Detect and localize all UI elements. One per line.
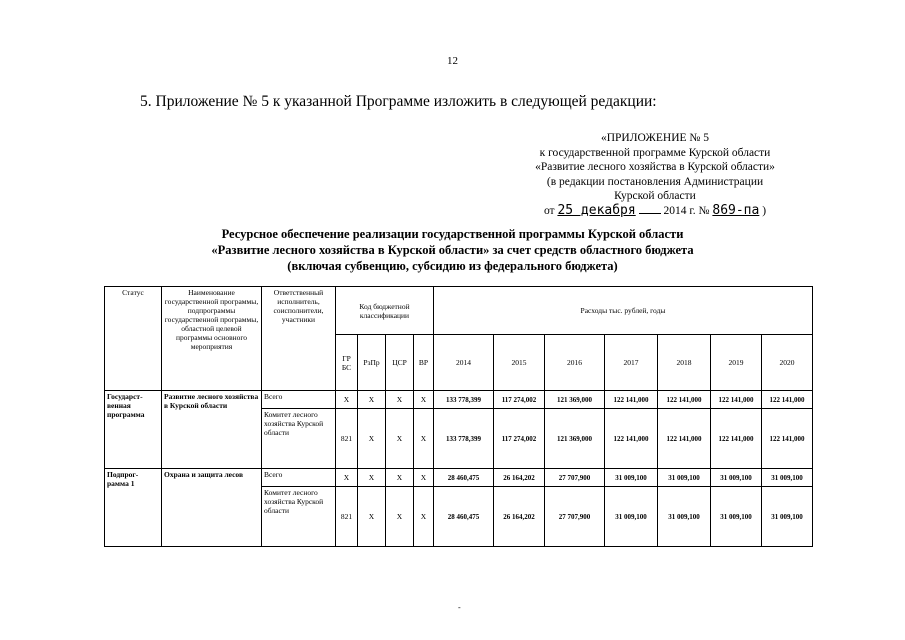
cell-csr: X — [386, 409, 414, 469]
cell-rzpr: X — [358, 487, 386, 547]
cell-2018: 122 141,000 — [658, 391, 711, 409]
cell-csr: X — [386, 391, 414, 409]
cell-2017: 31 009,100 — [605, 487, 658, 547]
cell-2017: 122 141,000 — [605, 391, 658, 409]
table-row — [105, 391, 813, 409]
blank-line — [639, 213, 661, 214]
header-2018: 2018 — [658, 335, 711, 391]
footer-mark: - — [458, 603, 461, 612]
cell-2015: 26 164,202 — [494, 487, 545, 547]
appendix-line-2: к государственной программе Курской области — [539, 146, 771, 159]
cell-2019: 31 009,100 — [711, 487, 762, 547]
appendix-header — [520, 131, 790, 218]
header-2014: 2014 — [434, 335, 494, 391]
cell-csr: X — [386, 487, 414, 547]
cell-grbs: 821 — [336, 487, 358, 547]
heading-line-3: (включая субвенцию, субсидию из федерального бюджета) — [287, 259, 618, 273]
row-executor: Всего — [262, 391, 336, 409]
cell-2014: 133 778,399 — [434, 391, 494, 409]
row-status: Государст-венная программа — [105, 391, 162, 469]
row-status: Подпрог-рамма 1 — [105, 469, 162, 547]
cell-2016: 27 707,900 — [545, 469, 605, 487]
row-executor: Всего — [262, 469, 336, 487]
appendix-date-line — [520, 204, 790, 219]
cell-2016: 121 369,000 — [545, 409, 605, 469]
cell-2017: 31 009,100 — [605, 469, 658, 487]
header-rzpr: РзПр — [358, 335, 386, 391]
table-heading — [140, 226, 765, 274]
cell-grbs: X — [336, 391, 358, 409]
number-label: № — [698, 204, 710, 217]
appendix-line-3: «Развитие лесного хозяйства в Курской области» — [535, 161, 775, 173]
cell-2017: 122 141,000 — [605, 409, 658, 469]
cell-2018: 31 009,100 — [658, 469, 711, 487]
header-grbs: ГР БС — [336, 335, 358, 391]
cell-grbs: 821 — [336, 409, 358, 469]
closing-paren: ) — [762, 204, 767, 217]
cell-2018: 31 009,100 — [658, 487, 711, 547]
cell-rzpr: X — [358, 409, 386, 469]
cell-2020: 122 141,000 — [762, 409, 813, 469]
cell-vr: X — [414, 391, 434, 409]
cell-vr: X — [414, 409, 434, 469]
cell-2015: 117 274,002 — [494, 391, 545, 409]
cell-2019: 31 009,100 — [711, 469, 762, 487]
appendix-line-1: «ПРИЛОЖЕНИЕ № 5 — [600, 132, 709, 144]
appendix-line-4: (в редакции постановления Администрации — [546, 175, 764, 188]
header-vr: ВР — [414, 335, 434, 391]
header-2019: 2019 — [711, 335, 762, 391]
header-status: Статус — [105, 287, 162, 391]
cell-2014: 28 460,475 — [434, 487, 494, 547]
intro-paragraph: 5. Приложение № 5 к указанной Программе изложить в следующей редакции: — [140, 93, 657, 110]
header-executor: Ответственный исполнитель, соисполнители, участники — [262, 287, 336, 391]
cell-2020: 31 009,100 — [762, 487, 813, 547]
row-executor: Комитет лесного хозяйства Курской области — [262, 409, 336, 469]
resource-table — [104, 286, 813, 547]
cell-2020: 31 009,100 — [762, 469, 813, 487]
heading-line-2: «Развитие лесного хозяйства в Курской области» за счет средств областного бюджета — [211, 243, 694, 257]
cell-rzpr: X — [358, 391, 386, 409]
cell-rzpr: X — [358, 469, 386, 487]
header-name: Наименование государственной программы, подпрограммы государственной программы, областной целевой программы основного мероприятия — [162, 287, 262, 391]
row-name: Развитие лесного хозяйства в Курской области — [162, 391, 262, 469]
appendix-line-5: Курской области — [614, 190, 696, 202]
cell-2019: 122 141,000 — [711, 409, 762, 469]
header-expenses: Расходы тыс. рублей, годы — [434, 287, 813, 335]
decree-number: 869-па — [712, 202, 760, 218]
header-2017: 2017 — [605, 335, 658, 391]
cell-2019: 122 141,000 — [711, 391, 762, 409]
header-2020: 2020 — [762, 335, 813, 391]
cell-2014: 133 778,399 — [434, 409, 494, 469]
cell-2014: 28 460,475 — [434, 469, 494, 487]
cell-vr: X — [414, 469, 434, 487]
cell-2015: 26 164,202 — [494, 469, 545, 487]
row-executor: Комитет лесного хозяйства Курской области — [262, 487, 336, 547]
cell-2015: 117 274,002 — [494, 409, 545, 469]
page-number: 12 — [447, 55, 458, 67]
from-label: от — [543, 204, 555, 217]
heading-line-1: Ресурсное обеспечение реализации государственной программы Курской области — [221, 227, 684, 241]
cell-2016: 121 369,000 — [545, 391, 605, 409]
table-row — [105, 469, 813, 487]
cell-2020: 122 141,000 — [762, 391, 813, 409]
cell-csr: X — [386, 469, 414, 487]
header-csr: ЦСР — [386, 335, 414, 391]
decree-year: 2014 г. — [663, 204, 696, 217]
header-2016: 2016 — [545, 335, 605, 391]
header-budget-code: Код бюджетной классификации — [336, 287, 434, 335]
cell-grbs: X — [336, 469, 358, 487]
cell-2018: 122 141,000 — [658, 409, 711, 469]
decree-date: 25 декабря — [557, 202, 636, 218]
cell-2016: 27 707,900 — [545, 487, 605, 547]
row-name: Охрана и защита лесов — [162, 469, 262, 547]
cell-vr: X — [414, 487, 434, 547]
header-2015: 2015 — [494, 335, 545, 391]
